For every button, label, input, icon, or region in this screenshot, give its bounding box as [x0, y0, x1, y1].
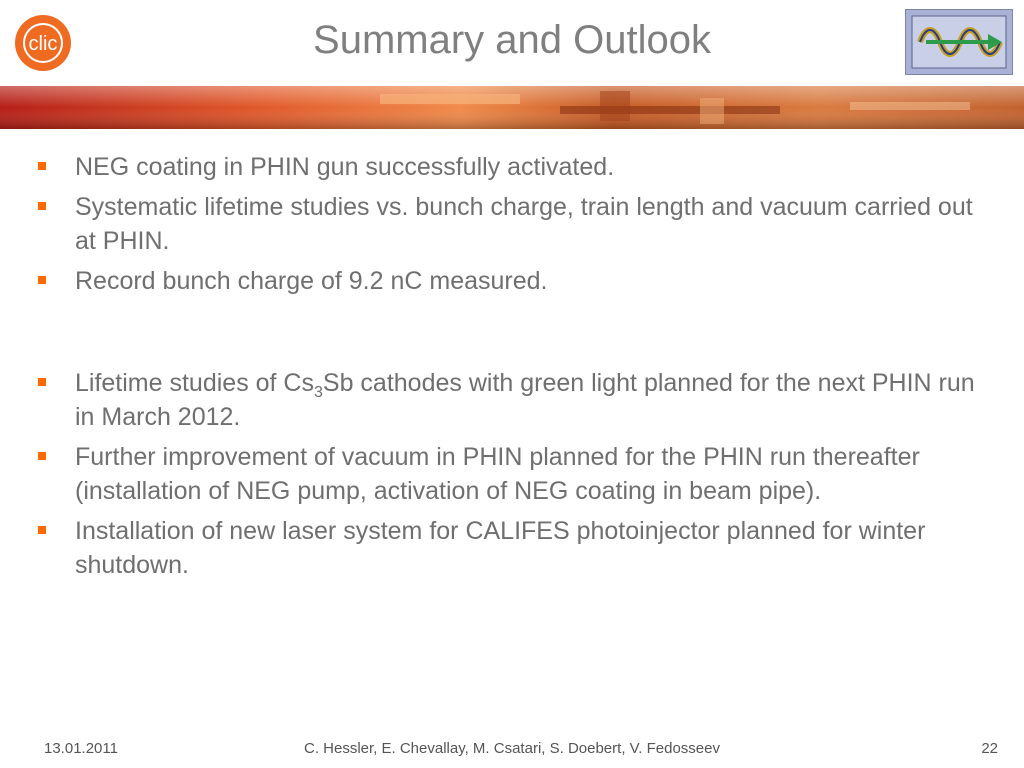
bullet-marker — [38, 276, 46, 284]
bullet-item — [38, 366, 988, 434]
svg-text:clic: clic — [28, 33, 58, 55]
banner-image — [0, 86, 1024, 129]
page-title: Summary and Outlook — [313, 18, 711, 62]
bullet-text: Installation of new laser system for CALIFES photoinjector planned for winter shutdown. — [75, 517, 926, 579]
ctf3-logo — [905, 9, 1013, 75]
bullet-text: Further improvement of vacuum in PHIN planned for the PHIN run thereafter (installation of NEG pump, activation of NEG coating in beam pipe). — [75, 443, 920, 505]
bullet-marker — [38, 526, 46, 534]
bullet-text-part: Sb cathodes with green light planned for the next PHIN run in March 2012. — [75, 369, 975, 431]
page-number: 22 — [981, 740, 998, 757]
bullet-item — [38, 440, 988, 508]
bullet-item — [38, 190, 988, 258]
footer-authors: C. Hessler, E. Chevallay, M. Csatari, S. Doebert, V. Fedosseev — [303, 740, 720, 757]
ctf3-logo-graphic — [906, 10, 1012, 74]
bullet-text: Record bunch charge of 9.2 nC measured. — [75, 267, 548, 295]
subscript: 3 — [314, 384, 323, 401]
bullet-item — [38, 264, 988, 298]
bullet-text: NEG coating in PHIN gun successfully activated. — [75, 153, 615, 181]
section-gap — [38, 304, 988, 366]
bullet-marker — [38, 452, 46, 460]
bullet-marker — [38, 378, 46, 386]
bullet-item — [38, 150, 988, 184]
header-banner — [0, 86, 1024, 129]
summary-content — [38, 150, 988, 588]
footer-date: 13.01.2011 — [44, 740, 118, 757]
bullet-text: Systematic lifetime studies vs. bunch charge, train length and vacuum carried out at PHIN. — [75, 193, 973, 255]
bullet-text-part: Lifetime studies of Cs — [75, 369, 314, 397]
bullet-marker — [38, 162, 46, 170]
bullet-item — [38, 514, 988, 582]
bullet-text — [75, 369, 975, 431]
bullet-marker — [38, 202, 46, 210]
